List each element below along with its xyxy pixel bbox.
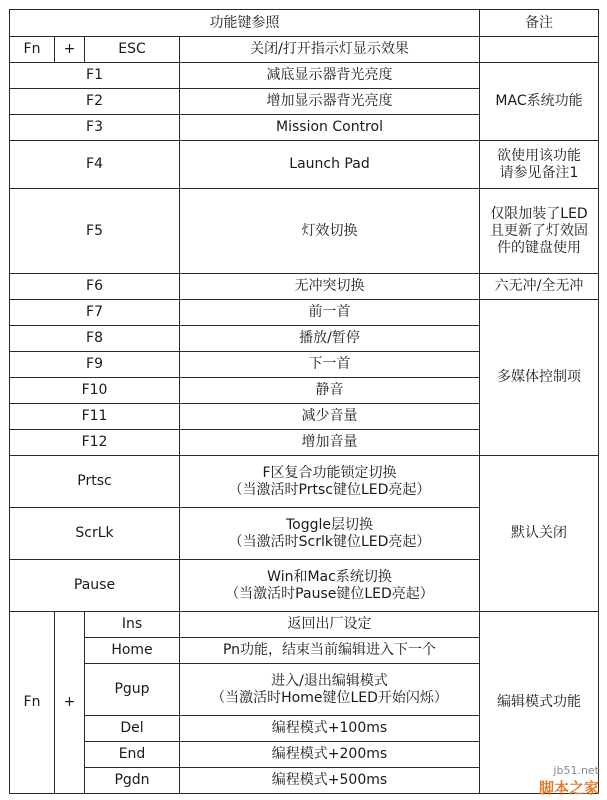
header-functions: 功能键参照 — [10, 10, 480, 37]
desc-cell-f3: Mission Control — [180, 115, 480, 141]
function-key-table — [9, 9, 599, 794]
desc-cell-esc: 关闭/打开指示灯显示效果 — [180, 37, 480, 63]
key-cell-f5: F5 — [10, 189, 180, 274]
key-cell-f9: F9 — [10, 352, 180, 378]
key-cell-f11: F11 — [10, 404, 180, 430]
key-cell-f12: F12 — [10, 430, 180, 456]
key-cell-f8: F8 — [10, 326, 180, 352]
desc-cell-home: Pn功能，结束当前编辑进入下一个 — [180, 638, 480, 664]
fn-key-cell: Fn — [10, 612, 55, 794]
desc-cell-pause — [180, 560, 480, 612]
desc-cell-pgup — [180, 664, 480, 716]
remark-mac: MAC系统功能 — [480, 63, 599, 141]
key-cell-f10: F10 — [10, 378, 180, 404]
desc-cell-prtsc — [180, 456, 480, 508]
remark-f4 — [480, 141, 599, 189]
desc-line: （当激活时Pause键位LED亮起） — [225, 585, 434, 602]
plus-cell: + — [55, 612, 85, 794]
remark-cell-empty — [480, 37, 599, 63]
key-cell-pgup: Pgup — [85, 664, 180, 716]
key-cell-f7: F7 — [10, 300, 180, 326]
key-cell-f1: F1 — [10, 63, 180, 89]
desc-cell-del: 编程模式+100ms — [180, 716, 480, 742]
desc-cell-ins: 返回出厂设定 — [180, 612, 480, 638]
desc-cell-f6: 无冲突切换 — [180, 274, 480, 300]
remark-f5-line: 仅限加装了LED — [490, 205, 588, 222]
desc-line: （当激活时Scrlk键位LED亮起） — [228, 533, 431, 550]
plus-cell: + — [55, 37, 85, 63]
watermark-site: jb51.net — [553, 764, 599, 777]
desc-cell-f12: 增加音量 — [180, 430, 480, 456]
desc-cell-f10: 静音 — [180, 378, 480, 404]
key-cell-prtsc: Prtsc — [10, 456, 180, 508]
remark-edit-mode: 编辑模式功能 — [480, 612, 599, 794]
desc-cell-pgdn: 编程模式+500ms — [180, 768, 480, 794]
desc-cell-f1: 减底显示器背光亮度 — [180, 63, 480, 89]
remark-f5-line: 件的键盘使用 — [497, 239, 581, 256]
table-row-ins — [10, 612, 599, 638]
remark-f6: 六无冲/全无冲 — [480, 274, 599, 300]
remark-f5-line: 且更新了灯效固 — [490, 222, 588, 239]
remark-f4-line: 欲使用该功能 — [497, 147, 581, 164]
header-remark: 备注 — [480, 10, 599, 37]
table-row-f5 — [10, 189, 599, 274]
key-cell-home: Home — [85, 638, 180, 664]
desc-cell-f11: 减少音量 — [180, 404, 480, 430]
key-cell-scrlk: ScrLk — [10, 508, 180, 560]
desc-cell-end: 编程模式+200ms — [180, 742, 480, 768]
desc-cell-f7: 前一首 — [180, 300, 480, 326]
desc-line: （当激活时Prtsc键位LED亮起） — [228, 481, 431, 498]
table-row-f6 — [10, 274, 599, 300]
remark-media: 多媒体控制项 — [480, 300, 599, 456]
table-row-esc — [10, 37, 599, 63]
desc-cell-f9: 下一首 — [180, 352, 480, 378]
fn-key-cell: Fn — [10, 37, 55, 63]
desc-line: 进入/退出编辑模式 — [271, 672, 388, 689]
remark-f4-line: 请参见备注1 — [499, 164, 579, 181]
remark-f5 — [480, 189, 599, 274]
table-row-f4 — [10, 141, 599, 189]
remark-default-off: 默认关闭 — [480, 456, 599, 612]
desc-cell-f2: 增加显示器背光亮度 — [180, 89, 480, 115]
desc-line: （当激活时Home键位LED开始闪烁） — [211, 689, 448, 706]
table-row-prtsc — [10, 456, 599, 508]
watermark-name: 脚本之家 — [538, 779, 599, 797]
desc-line: Win和Mac系统切换 — [267, 568, 392, 585]
table-row-f1 — [10, 63, 599, 89]
desc-cell-f4: Launch Pad — [180, 141, 480, 189]
desc-cell-f5: 灯效切换 — [180, 189, 480, 274]
key-cell-ins: Ins — [85, 612, 180, 638]
key-cell-esc: ESC — [85, 37, 180, 63]
key-cell-f2: F2 — [10, 89, 180, 115]
site-watermark — [539, 764, 599, 798]
desc-line: Toggle层切换 — [285, 516, 373, 533]
table-row-f7 — [10, 300, 599, 326]
key-cell-f3: F3 — [10, 115, 180, 141]
key-cell-f4: F4 — [10, 141, 180, 189]
desc-cell-scrlk — [180, 508, 480, 560]
key-cell-f6: F6 — [10, 274, 180, 300]
key-cell-pgdn: Pgdn — [85, 768, 180, 794]
key-cell-pause: Pause — [10, 560, 180, 612]
header-row — [10, 10, 599, 37]
key-cell-end: End — [85, 742, 180, 768]
desc-line: F区复合功能锁定切换 — [262, 464, 397, 481]
key-cell-del: Del — [85, 716, 180, 742]
desc-cell-f8: 播放/暂停 — [180, 326, 480, 352]
